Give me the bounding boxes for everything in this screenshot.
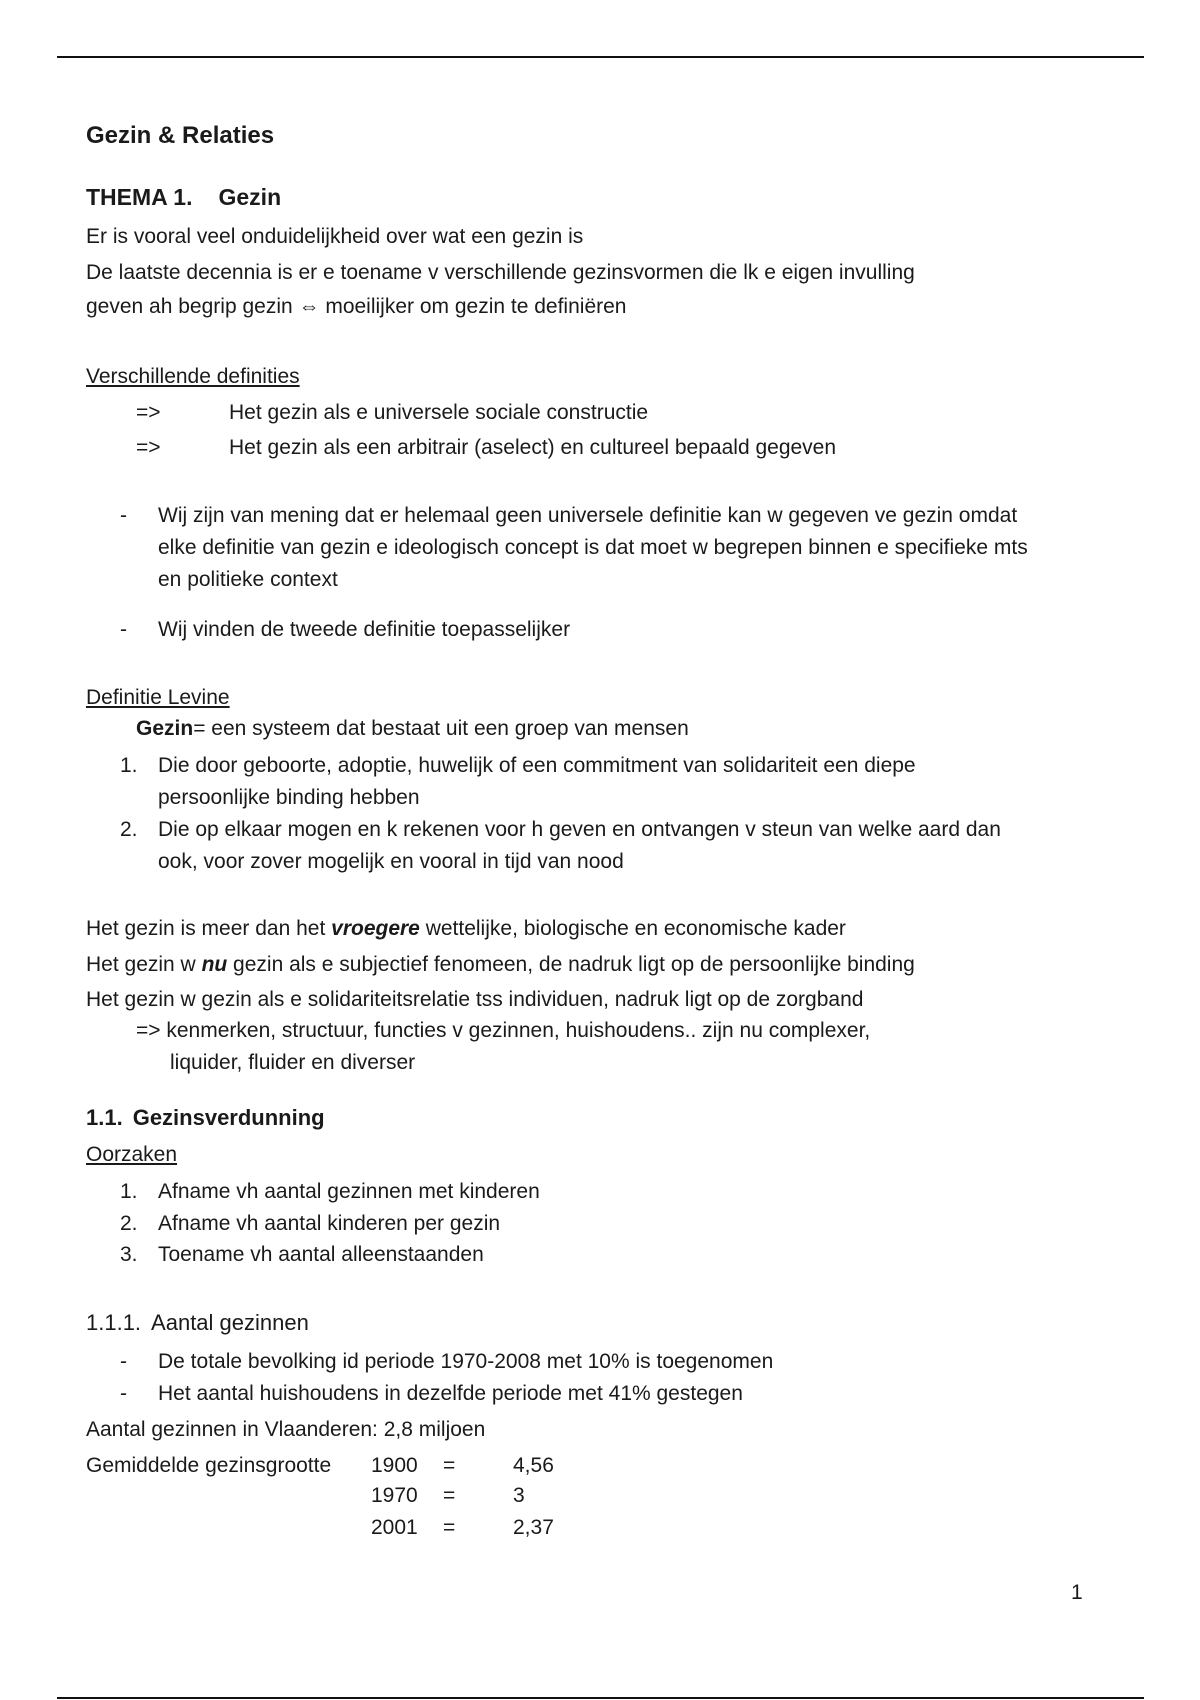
opinion-line: elke definitie van gezin e ideologisch concept is dat moet w begrepen binnen e specifieke mts — [158, 536, 1028, 559]
statement-text: gezin als e subjectief fenomeen, de nadruk ligt op de persoonlijke binding — [227, 953, 915, 976]
definition-text: Het gezin als een arbitrair (aselect) en cultureel bepaald gegeven — [229, 436, 837, 459]
cause-item — [120, 1239, 1120, 1271]
size-table-row — [86, 1480, 525, 1512]
intro-line-3: geven ah begrip gezin ⇔ moeilijker om gezin te definiëren — [86, 295, 627, 318]
section-heading-1-1-1 — [86, 1306, 309, 1340]
levine-item — [120, 814, 1120, 878]
footer-rule — [57, 1697, 1144, 1699]
definition-item — [136, 396, 648, 430]
size-value: 4,56 — [513, 1454, 554, 1477]
levine-definition — [136, 712, 689, 746]
statement-text: Het gezin is meer dan het — [86, 917, 332, 940]
size-year: 1970 — [371, 1484, 418, 1507]
thema-heading — [86, 180, 281, 214]
size-year: 1900 — [371, 1454, 418, 1477]
statement-emphasis: vroegere — [331, 917, 420, 940]
number-marker: 1. — [120, 754, 138, 777]
opinion-line: en politieke context — [158, 568, 338, 591]
section-title: Gezinsverdunning — [132, 1105, 325, 1130]
size-equals: = — [443, 1484, 456, 1507]
cause-text: Toename vh aantal alleenstaanden — [158, 1243, 484, 1266]
statement-conclusion: => kenmerken, structuur, functies v gezinnen, huishoudens.. zijn nu complexer, — [136, 1019, 871, 1042]
statement-conclusion: liquider, fluider en diverser — [170, 1051, 416, 1074]
header-rule — [57, 56, 1144, 58]
levine-item — [120, 750, 1120, 814]
size-table-row — [86, 1450, 554, 1482]
arrow-marker: => — [136, 401, 161, 424]
dash-marker: - — [120, 618, 127, 641]
levine-definition-text: = een systeem dat bestaat uit een groep van mensen — [193, 717, 689, 740]
section-title: Aantal gezinnen — [151, 1310, 309, 1335]
thema-number: THEMA 1. — [86, 184, 193, 210]
levine-term: Gezin — [136, 717, 194, 740]
households-count: Aantal gezinnen in Vlaanderen: 2,8 miljoen — [86, 1418, 486, 1441]
levine-heading: Definitie Levine — [86, 686, 230, 709]
size-value: 2,37 — [513, 1516, 554, 1539]
bullet-text: De totale bevolking id periode 1970-2008 met 10% is toegenomen — [158, 1350, 774, 1373]
number-marker: 2. — [120, 1212, 138, 1235]
statement-text: Het gezin w — [86, 953, 202, 976]
opinion-item — [120, 500, 1120, 596]
bullet-item — [120, 1346, 1120, 1378]
levine-line: Die op elkaar mogen en k rekenen voor h geven en ontvangen v steun van welke aard dan — [158, 818, 1001, 841]
causes-heading: Oorzaken — [86, 1143, 178, 1166]
levine-line: persoonlijke binding hebben — [158, 786, 420, 809]
section-number: 1.1. — [86, 1105, 123, 1130]
levine-line: Die door geboorte, adoptie, huwelijk of een commitment van solidariteit een diepe — [158, 754, 916, 777]
size-equals: = — [443, 1454, 456, 1477]
intro-line-2: De laatste decennia is er e toename v verschillende gezinsvormen die lk e eigen invulling — [86, 261, 915, 284]
size-label: Gemiddelde gezinsgrootte — [86, 1454, 332, 1477]
document-title: Gezin & Relaties — [86, 122, 275, 149]
definitions-heading: Verschillende definities — [86, 365, 300, 388]
statement-emphasis: nu — [201, 953, 228, 976]
opinion-line: Wij vinden de tweede definitie toepasselijker — [158, 618, 571, 641]
dash-marker: - — [120, 1350, 127, 1373]
cause-text: Afname vh aantal kinderen per gezin — [158, 1212, 501, 1235]
cause-item — [120, 1208, 1120, 1240]
opinion-item — [120, 614, 1120, 646]
number-marker: 2. — [120, 818, 138, 841]
page-number: 1 — [1071, 1581, 1083, 1604]
opinion-line: Wij zijn van mening dat er helemaal geen universele definitie kan w gegeven ve gezin omdat — [158, 504, 1018, 527]
definition-item — [136, 431, 836, 465]
bullet-item — [120, 1378, 1120, 1410]
levine-line: ook, voor zover mogelijk en vooral in tijd van nood — [158, 850, 624, 873]
number-marker: 1. — [120, 1180, 138, 1203]
cause-text: Afname vh aantal gezinnen met kinderen — [158, 1180, 540, 1203]
section-number: 1.1.1. — [86, 1310, 142, 1335]
statement-text: wettelijke, biologische en economische kader — [419, 917, 846, 940]
dash-marker: - — [120, 1382, 127, 1405]
section-heading-1-1 — [86, 1101, 325, 1135]
size-value: 3 — [513, 1484, 525, 1507]
number-marker: 3. — [120, 1243, 138, 1266]
arrow-marker: => — [136, 436, 161, 459]
bullet-text: Het aantal huishoudens in dezelfde periode met 41% gestegen — [158, 1382, 743, 1405]
size-year: 2001 — [371, 1516, 418, 1539]
size-equals: = — [443, 1516, 456, 1539]
definition-text: Het gezin als e universele sociale constructie — [229, 401, 649, 424]
cause-item — [120, 1176, 1120, 1208]
dash-marker: - — [120, 504, 127, 527]
intro-line-1: Er is vooral veel onduidelijkheid over wat een gezin is — [86, 225, 584, 248]
statement-line — [86, 912, 846, 946]
statement-line — [86, 948, 915, 982]
thema-title: Gezin — [218, 184, 282, 210]
statement-line: Het gezin w gezin als e solidariteitsrelatie tss individuen, nadruk ligt op de zorgband — [86, 988, 864, 1011]
size-table-row — [86, 1512, 554, 1544]
